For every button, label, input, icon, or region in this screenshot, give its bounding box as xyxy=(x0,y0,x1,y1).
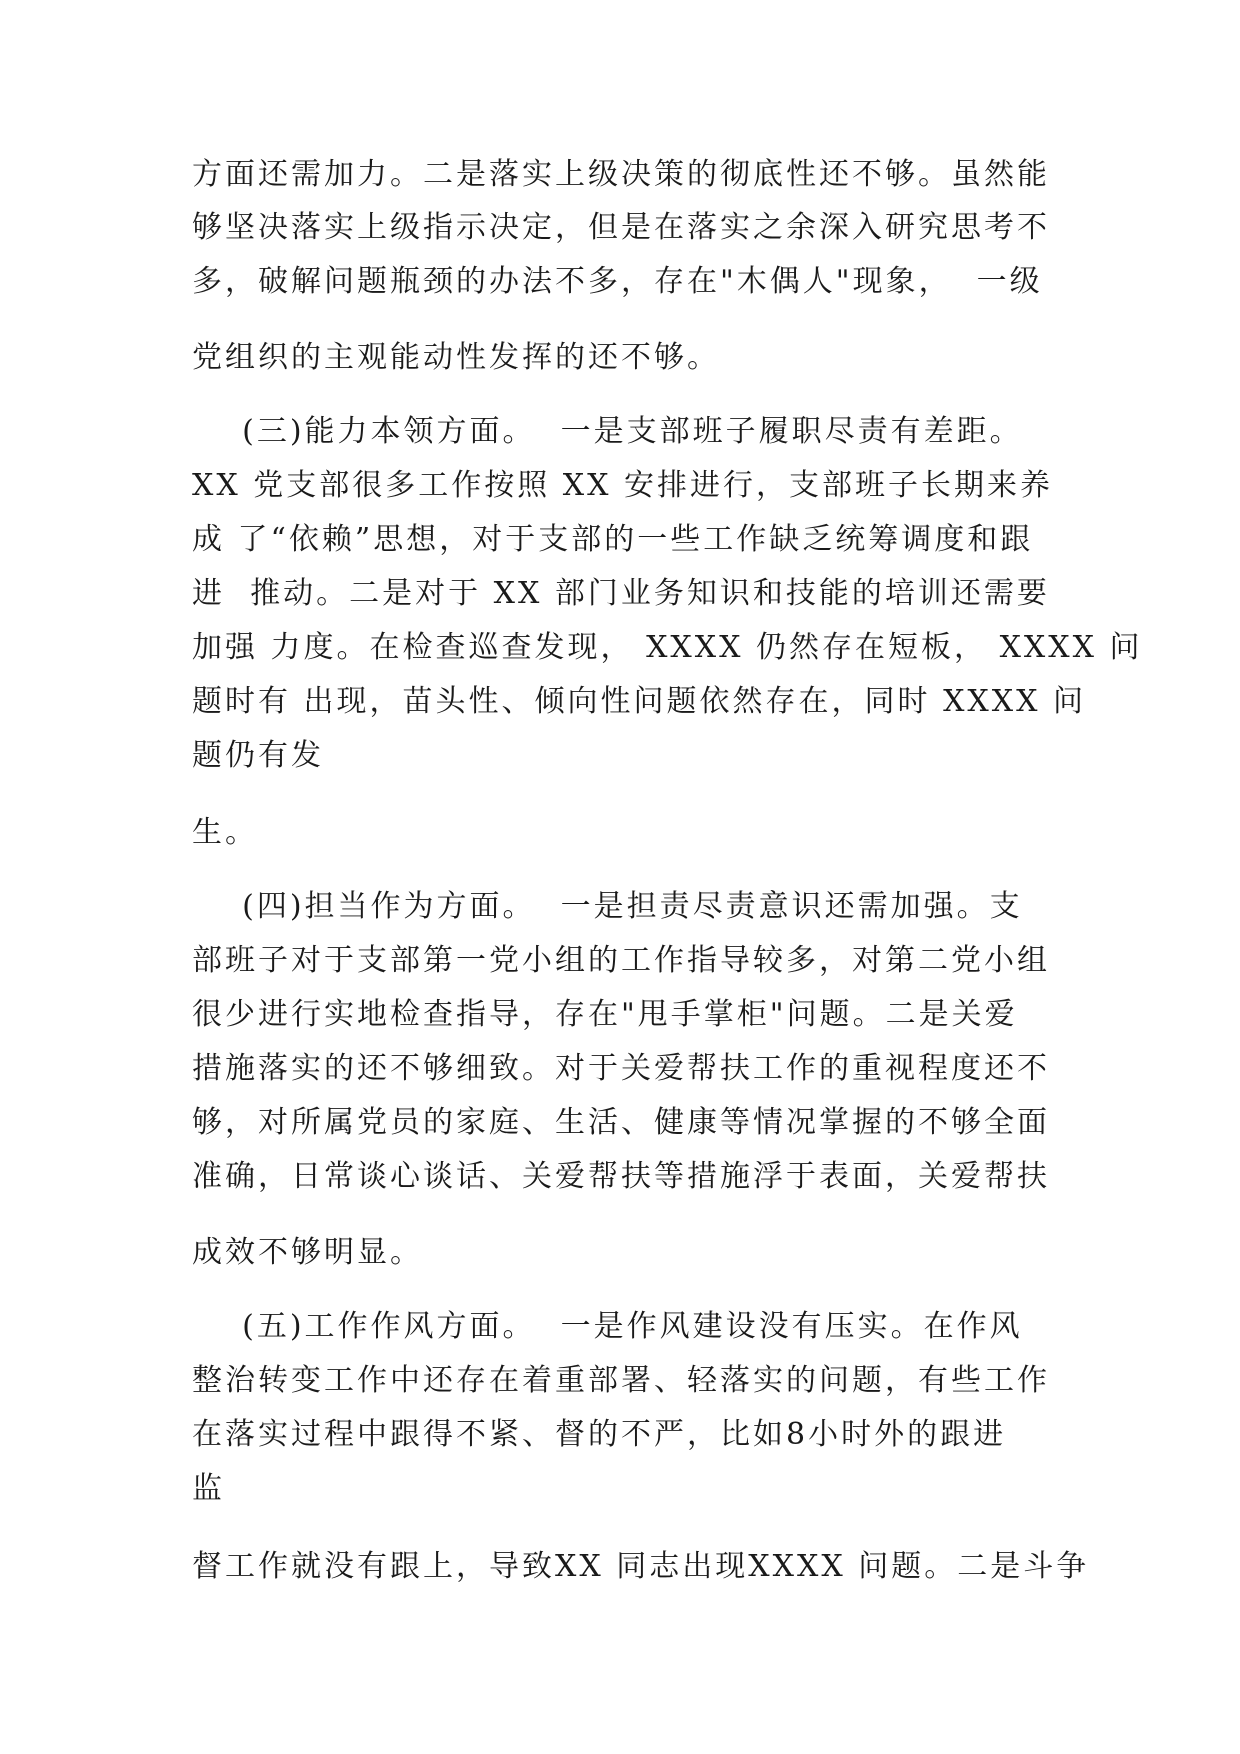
text-line: 够坚决落实上级指示决定，但是在落实之余深入研究思考不 xyxy=(192,210,1050,245)
text-line: 整治转变工作中还存在着重部署、轻落实的问题，有些工作 xyxy=(192,1363,1050,1398)
text-line: 方面还需加力。二是落实上级决策的彻底性还不够。虽然能 xyxy=(192,157,1050,192)
text-line: 措施落实的还不够细致。对于关爱帮扶工作的重视程度还不 xyxy=(192,1051,1050,1086)
text-line: 很少进行实地检查指导，存在"甩手掌柜"问题。二是关爱 xyxy=(192,997,1018,1032)
text-line: 生。 xyxy=(192,815,258,850)
text-line: 准确，日常谈心谈话、关爱帮扶等措施浮于表面，关爱帮扶 xyxy=(192,1159,1050,1194)
text-line: 题仍有发 xyxy=(192,738,324,773)
text-line: 够，对所属党员的家庭、生活、健康等情况掌握的不够全面 xyxy=(192,1105,1050,1140)
text-line: 成 了“依赖”思想，对于支部的一些工作缺乏统筹调度和跟 xyxy=(192,522,1034,557)
text-line: 在落实过程中跟得不紧、督的不严，比如8小时外的跟进 xyxy=(192,1417,1007,1452)
text-line: 加强 力度。在检查巡查发现， XXXX 仍然存在短板， XXXX 问 xyxy=(192,630,1143,665)
text-line: 多，破解问题瓶颈的办法不多，存在"木偶人"现象， 一级 xyxy=(192,264,1043,299)
text-line: 督工作就没有跟上，导致XX 同志出现XXXX 问题。二是斗争 xyxy=(192,1549,1090,1584)
text-line: 监 xyxy=(192,1471,225,1506)
text-line: 部班子对于支部第一党小组的工作指导较多，对第二党小组 xyxy=(192,943,1050,978)
section-heading-line: (五)工作作风方面。 一是作风建设没有压实。在作风 xyxy=(192,1309,1023,1344)
section-heading-line: (三)能力本领方面。 一是支部班子履职尽责有差距。 xyxy=(192,414,1023,449)
text-line: XX 党支部很多工作按照 XX 安排进行，支部班子长期来养 xyxy=(192,468,1054,503)
text-line: 党组织的主观能动性发挥的还不够。 xyxy=(192,340,720,375)
text-line: 成效不够明显。 xyxy=(192,1235,423,1270)
text-line: 进 推动。二是对于 XX 部门业务知识和技能的培训还需要 xyxy=(192,576,1050,611)
section-heading-line: (四)担当作为方面。 一是担责尽责意识还需加强。支 xyxy=(192,889,1023,924)
text-line: 题时有 出现，苗头性、倾向性问题依然存在，同时 XXXX 问 xyxy=(192,684,1087,719)
